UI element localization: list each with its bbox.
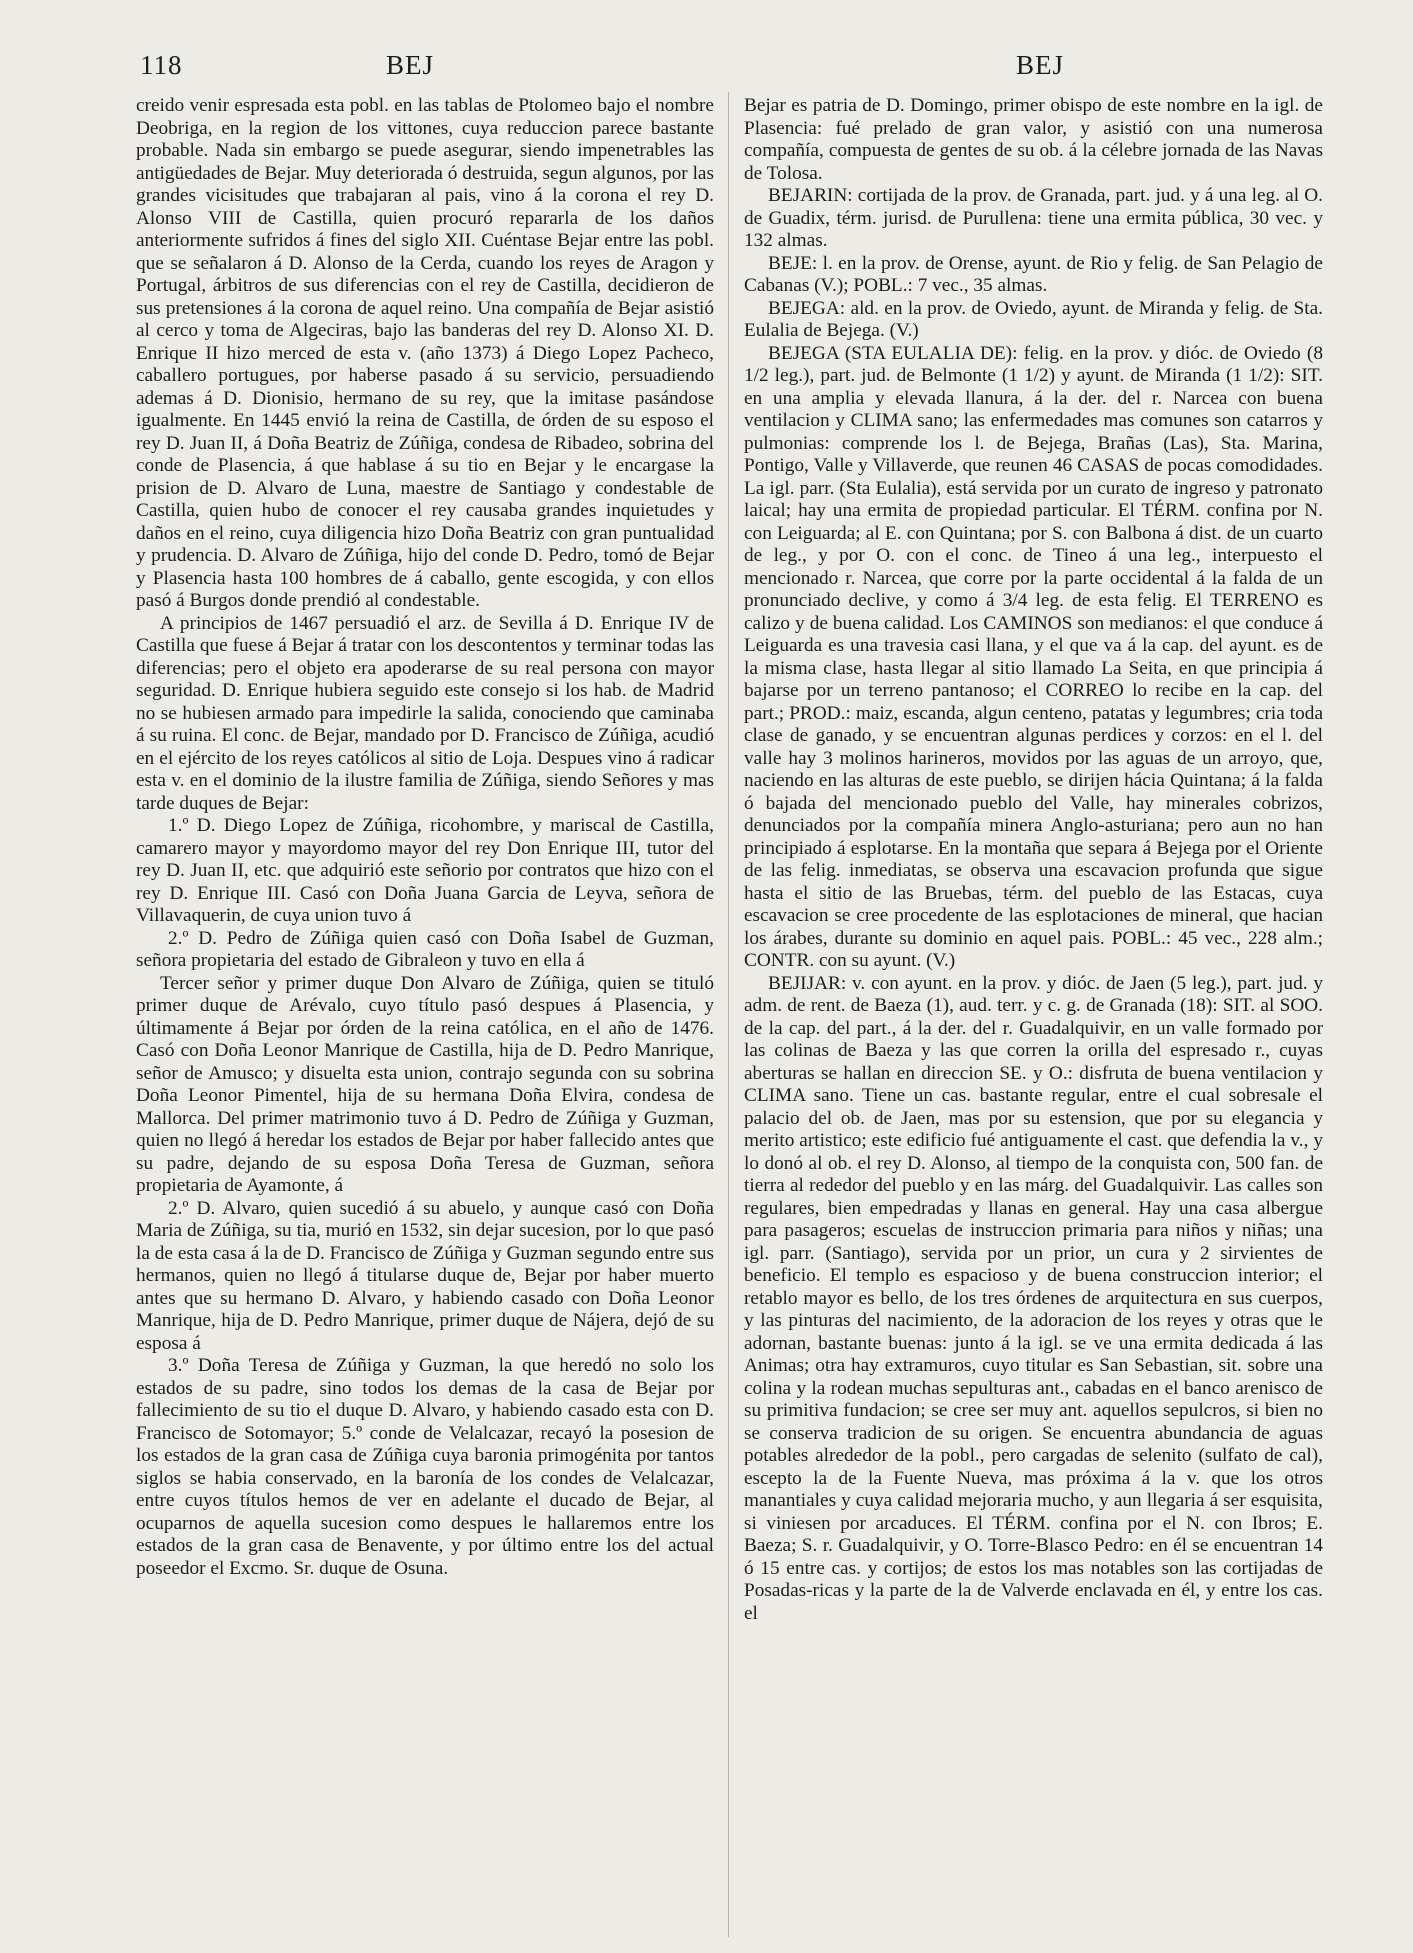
- list-item: 2.º D. Alvaro, quien sucedió á su abuelo, y aunque casó con Doña Maria de Zúñiga, su tia, murió en 1532, sin dejar sucesion, por lo que pasó la de esta casa á la de D. Francisco de Zúñiga y Guzman segundo entre sus hermanos, quien no llegó á titularse duque de, Bejar por haber muerto antes que su hermano D. Alvaro, y habiendo casado con Doña Leonor Manrique, hija de D. Pedro Manrique, primer duque de Nájera, dejó de su esposa á: [136, 1197, 714, 1354]
- paragraph: A principios de 1467 persuadió el arz. de Sevilla á D. Enrique IV de Castilla que fuese á Bejar á tratar con los descontentos y terminar todas las diferencias; pero el objeto era apoderarse de su real persona con mayor seguridad. D. Enrique hubiera seguido este consejo si los hab. de Madrid no se hubiesen armado para impedirle la salida, conociendo que caminaba á su ruina. El conc. de Bejar, mandado por D. Francisco de Zúñiga, acudió en el ejército de los reyes católicos al sitio de Loja. Despues vino á radicar esta v. en el dominio de la ilustre familia de Zúñiga, siendo Señores y mas tarde duques de Bejar:: [136, 612, 714, 814]
- running-headword-right: BEJ: [1016, 50, 1065, 80]
- list-item: 3.º Doña Teresa de Zúñiga y Guzman, la que heredó no solo los estados de su padre, sino todos los demas de la casa de Bejar por fallecimiento de su tio el duque D. Alvaro, y habiendo casado esta con D. Francisco de Sotomayor; 5.º conde de Velalcazar, recayó la posesion de los estados de la gran casa de Zúñiga cuya baronia primogénita por tantos siglos se habia conservado, en la baronía de los condes de Velalcazar, entre cuyos títulos hemos de ver en adelante el ducado de Bejar, al ocuparnos de aquella sucesion como despues le hallaremos entre los estados de la gran casa de Benavente, y por último entre los del actual poseedor el Excmo. Sr. duque de Osuna.: [136, 1355, 714, 1579]
- list-item: Tercer señor y primer duque Don Alvaro de Zúñiga, quien se tituló primer duque de Arévalo, cuyo título pasó despues á Plasencia, y últimamente á Bejar por órden de la reina católica, en el año de 1476. Casó con Doña Leonor Manrique de Castilla, hija de D. Pedro Manrique, señor de Amusco; y disuelta esta union, contrajo segunda con su sobrina Doña Leonor Pimentel, hija de su hermana Doña Elvira, condesa de Mallorca. Del primer matrimonio tuvo á D. Pedro de Zúñiga y Guzman, quien no llegó á heredar los estados de Bejar por haber fallecido antes que su padre, dejando de su esposa Doña Teresa de Guzman, señora propietaria de Ayamonte, á: [136, 972, 714, 1196]
- page-number: 118: [140, 50, 183, 80]
- dictionary-entry: BEJEGA (STA EULALIA DE): felig. en la prov. y dióc. de Oviedo (8 1/2 leg.), part. jud. de Belmonte (1 1/2) y ayunt. de Miranda (1 1/2): SIT. en una amplia y elevada llanura, á la der. del r. Narcea con buena ventilacion y CLIMA sano; las enfermedades mas comunes son catarros y pulmonias: comprende los l. de Bejega, Brañas (Las), Sta. Marina, Pontigo, Valle y Villaverde, que reunen 46 CASAS de pocas comodidades. La igl. parr. (Sta Eulalia), está servida por un curato de ingreso y patronato laical; hay una ermita de propiedad particular. El TÉRM. confina por N. con Leiguarda; al E. con Quintana; por S. con Balbona á dist. de un cuarto de leg., y por O. con el conc. de Tineo á una leg., interpuesto el mencionado r. Narcea, que corre por la parte occidental á la falda de un pronunciado declive, y como á 3/4 leg. de esta felig. El TERRENO es calizo y de buena calidad. Los CAMINOS son medianos: el que conduce á Leiguarda es una travesia casi llana, y el que va á la cap. del ayunt. es de la misma clase, hasta llegar al sitio llamado La Seita, en que principia á bajarse por un terreno pantanoso; el CORREO lo recibe en la cap. del part.; PROD.: maiz, escanda, algun centeno, patatas y legumbres; cria toda clase de ganado, y se encuentran algunas perdices y corzos: en el l. del valle hay 3 molinos harineros, movidos por las aguas de un arroyo, que, naciendo en las alturas de este pueblo, se dirijen hácia Quintana; á la falda ó bajada del mencionado pueblo del Valle, hay minerales cobrizos, denunciados por la compañía minera Anglo-asturiana; pero aun no han principiado á esplotarse. En la montaña que separa á Bejega por el Oriente de las felig. inmediatas, se observa una escavacion profunda que sigue hasta el sitio de las Bruebas, térm. del pueblo de las Estacas, cuya escavacion se cree procedente de las esplotaciones de mineral, que hacian los árabes, durante su dominio en aquel pais. POBL.: 45 vec., 228 alm.; CONTR. con su ayunt. (V.): [744, 342, 1323, 971]
- page-header: [0, 50, 1413, 90]
- list-item: 2.º D. Pedro de Zúñiga quien casó con Doña Isabel de Guzman, señora propietaria del estado de Gibraleon y tuvo en ella á: [136, 927, 714, 971]
- dictionary-entry: BEJIJAR: v. con ayunt. en la prov. y dióc. de Jaen (5 leg.), part. jud. y adm. de rent. de Baeza (1), aud. terr. y c. g. de Granada (18): SIT. al SOO. de la cap. del part., á la der. del r. Guadalquivir, en un valle formado por las colinas de Baeza y las que corren la orilla del espresado r., cuyas aberturas se hallan en direccion SE. y O.: disfruta de buena ventilacion y CLIMA sano. Tiene un cas. bastante regular, entre el cual sobresale el palacio del ob. de Jaen, mas por su estension, que por su elegancia y merito artistico; este edificio fué antiguamente el cast. que defendia la v., y lo donó al ob. el rey D. Alonso, al tiempo de la conquista con, 500 fan. de tierra al rededor del pueblo y en las márg. del Guadalquivir. Las calles son regulares, bien empedradas y llanas en general. Hay una casa albergue para pasageros; escuelas de instruccion primaria para niños y niñas; una igl. parr. (Santiago), servida por un prior, un cura y 2 sirvientes de beneficio. El templo es espacioso y de buena construccion interior; el retablo mayor es bello, de los tres órdenes de arquitectura en sus cuerpos, y las pinturas del nacimiento, de la adoracion de los reyes y otras que le adornan, bastante buenas: junto á la igl. se ve una ermita dedicada á las Animas; otra hay extramuros, cuyo titular es San Sebastian, sit. sobre una colina y la rodean muchas sepulturas ant., cabadas en el banco arenisco de su primitiva fundacion; se cree ser muy ant. aquellos sepulcros, si bien no se conserva tradicion de su origen. Se encuentra abundancia de aguas potables alrededor de la pobl., pero cargadas de selenito (sulfato de cal), escepto la de la Fuente Nueva, mas próxima á la v. que los otros manantiales y cuya calidad mejoraria mucho, y aun llegaria á ser esquisita, si viniesen por arcaduces. El TÉRM. confina por el N. con Ibros; E. Baeza; S. r. Guadalquivir, y O. Torre-Blasco Pedro: en él se encuentran 14 ó 15 entre cas. y cortijos; de estos los mas notables son las cortijadas de Posadas-ricas y la parte de la de Valverde enclavada en él, y entre los cas. el: [744, 972, 1323, 1624]
- list-item: 1.º D. Diego Lopez de Zúñiga, ricohombre, y mariscal de Castilla, camarero mayor y mayordomo mayor del rey Don Enrique III, tutor del rey D. Juan II, etc. que adquirió este señorio por contratos que hizo con el rey D. Enrique III. Casó con Doña Juana Garcia de Leyva, señora de Villavaquerin, de cuya union tuvo á: [136, 815, 714, 926]
- dictionary-entry: BEJE: l. en la prov. de Orense, ayunt. de Rio y felig. de San Pelagio de Cabanas (V.); POBL.: 7 vec., 35 almas.: [744, 252, 1323, 296]
- right-column: [744, 95, 1323, 1937]
- paragraph: Bejar es patria de D. Domingo, primer obispo de este nombre en la igl. de Plasencia: fué prelado de gran valor, y asistió con una numerosa compañía, compuesta de gentes de su ob. á la célebre jornada de las Navas de Tolosa.: [744, 95, 1323, 184]
- paragraph: creido venir espresada esta pobl. en las tablas de Ptolomeo bajo el nombre Deobriga, en la region de los vittones, cuya reduccion parece bastante probable. Nada sin embargo se puede asegurar, siendo impenetrables las antigüedades de Bejar. Muy deteriorada ó destruida, segun algunos, por las grandes vicisitudes que trabajaran al pais, vino á la corona el rey D. Alonso VIII de Castilla, quien procuró repararla de los daños anteriormente sufridos á fines del siglo XII. Cuéntase Bejar entre las pobl. que se señalaron á D. Alonso de la Cerda, cuando los reyes de Aragon y Portugal, árbitros de sus diferencias con el rey de Castilla, decidieron de sus pretensiones á la corona de aquel reino. Una compañía de Bejar asistió al cerco y toma de Algeciras, bajo las banderas del rey D. Alonso XI. D. Enrique II hizo merced de esta v. (año 1373) á Diego Lopez Pacheco, caballero portugues, por haberse pasado á su servicio, persuadiendo ademas á D. Dionisio, hermano de su rey, que la imitase pasándose igualmente. En 1445 envió la reina de Castilla, de órden de su esposo el rey D. Juan II, á Doña Beatriz de Zúñiga, condesa de Ribadeo, sobrina del conde de Plasencia, á que hablase á su tio en Bejar y le encargase la prision de D. Alvaro de Luna, maestre de Santiago y condestable de Castilla, quien hubo de conocer el rey causaba grandes inquietudes y daños en el reino, cuya diligencia hizo Doña Beatriz con gran puntualidad y prudencia. D. Alvaro de Zúñiga, hijo del conde D. Pedro, tomó de Bejar y Plasencia hasta 100 hombres de á caballo, gente escogida, y con ellos pasó á Burgos donde prendió al condestable.: [136, 95, 714, 611]
- dictionary-entry: BEJEGA: ald. en la prov. de Oviedo, ayunt. de Miranda y felig. de Sta. Eulalia de Bejega. (V.): [744, 297, 1323, 341]
- column-divider: [728, 92, 729, 1937]
- running-headword-left: BEJ: [386, 50, 435, 80]
- left-column: [136, 95, 714, 1937]
- dictionary-entry: BEJARIN: cortijada de la prov. de Granada, part. jud. y á una leg. al O. de Guadix, térm. jurisd. de Purullena: tiene una ermita pública, 30 vec. y 132 almas.: [744, 185, 1323, 251]
